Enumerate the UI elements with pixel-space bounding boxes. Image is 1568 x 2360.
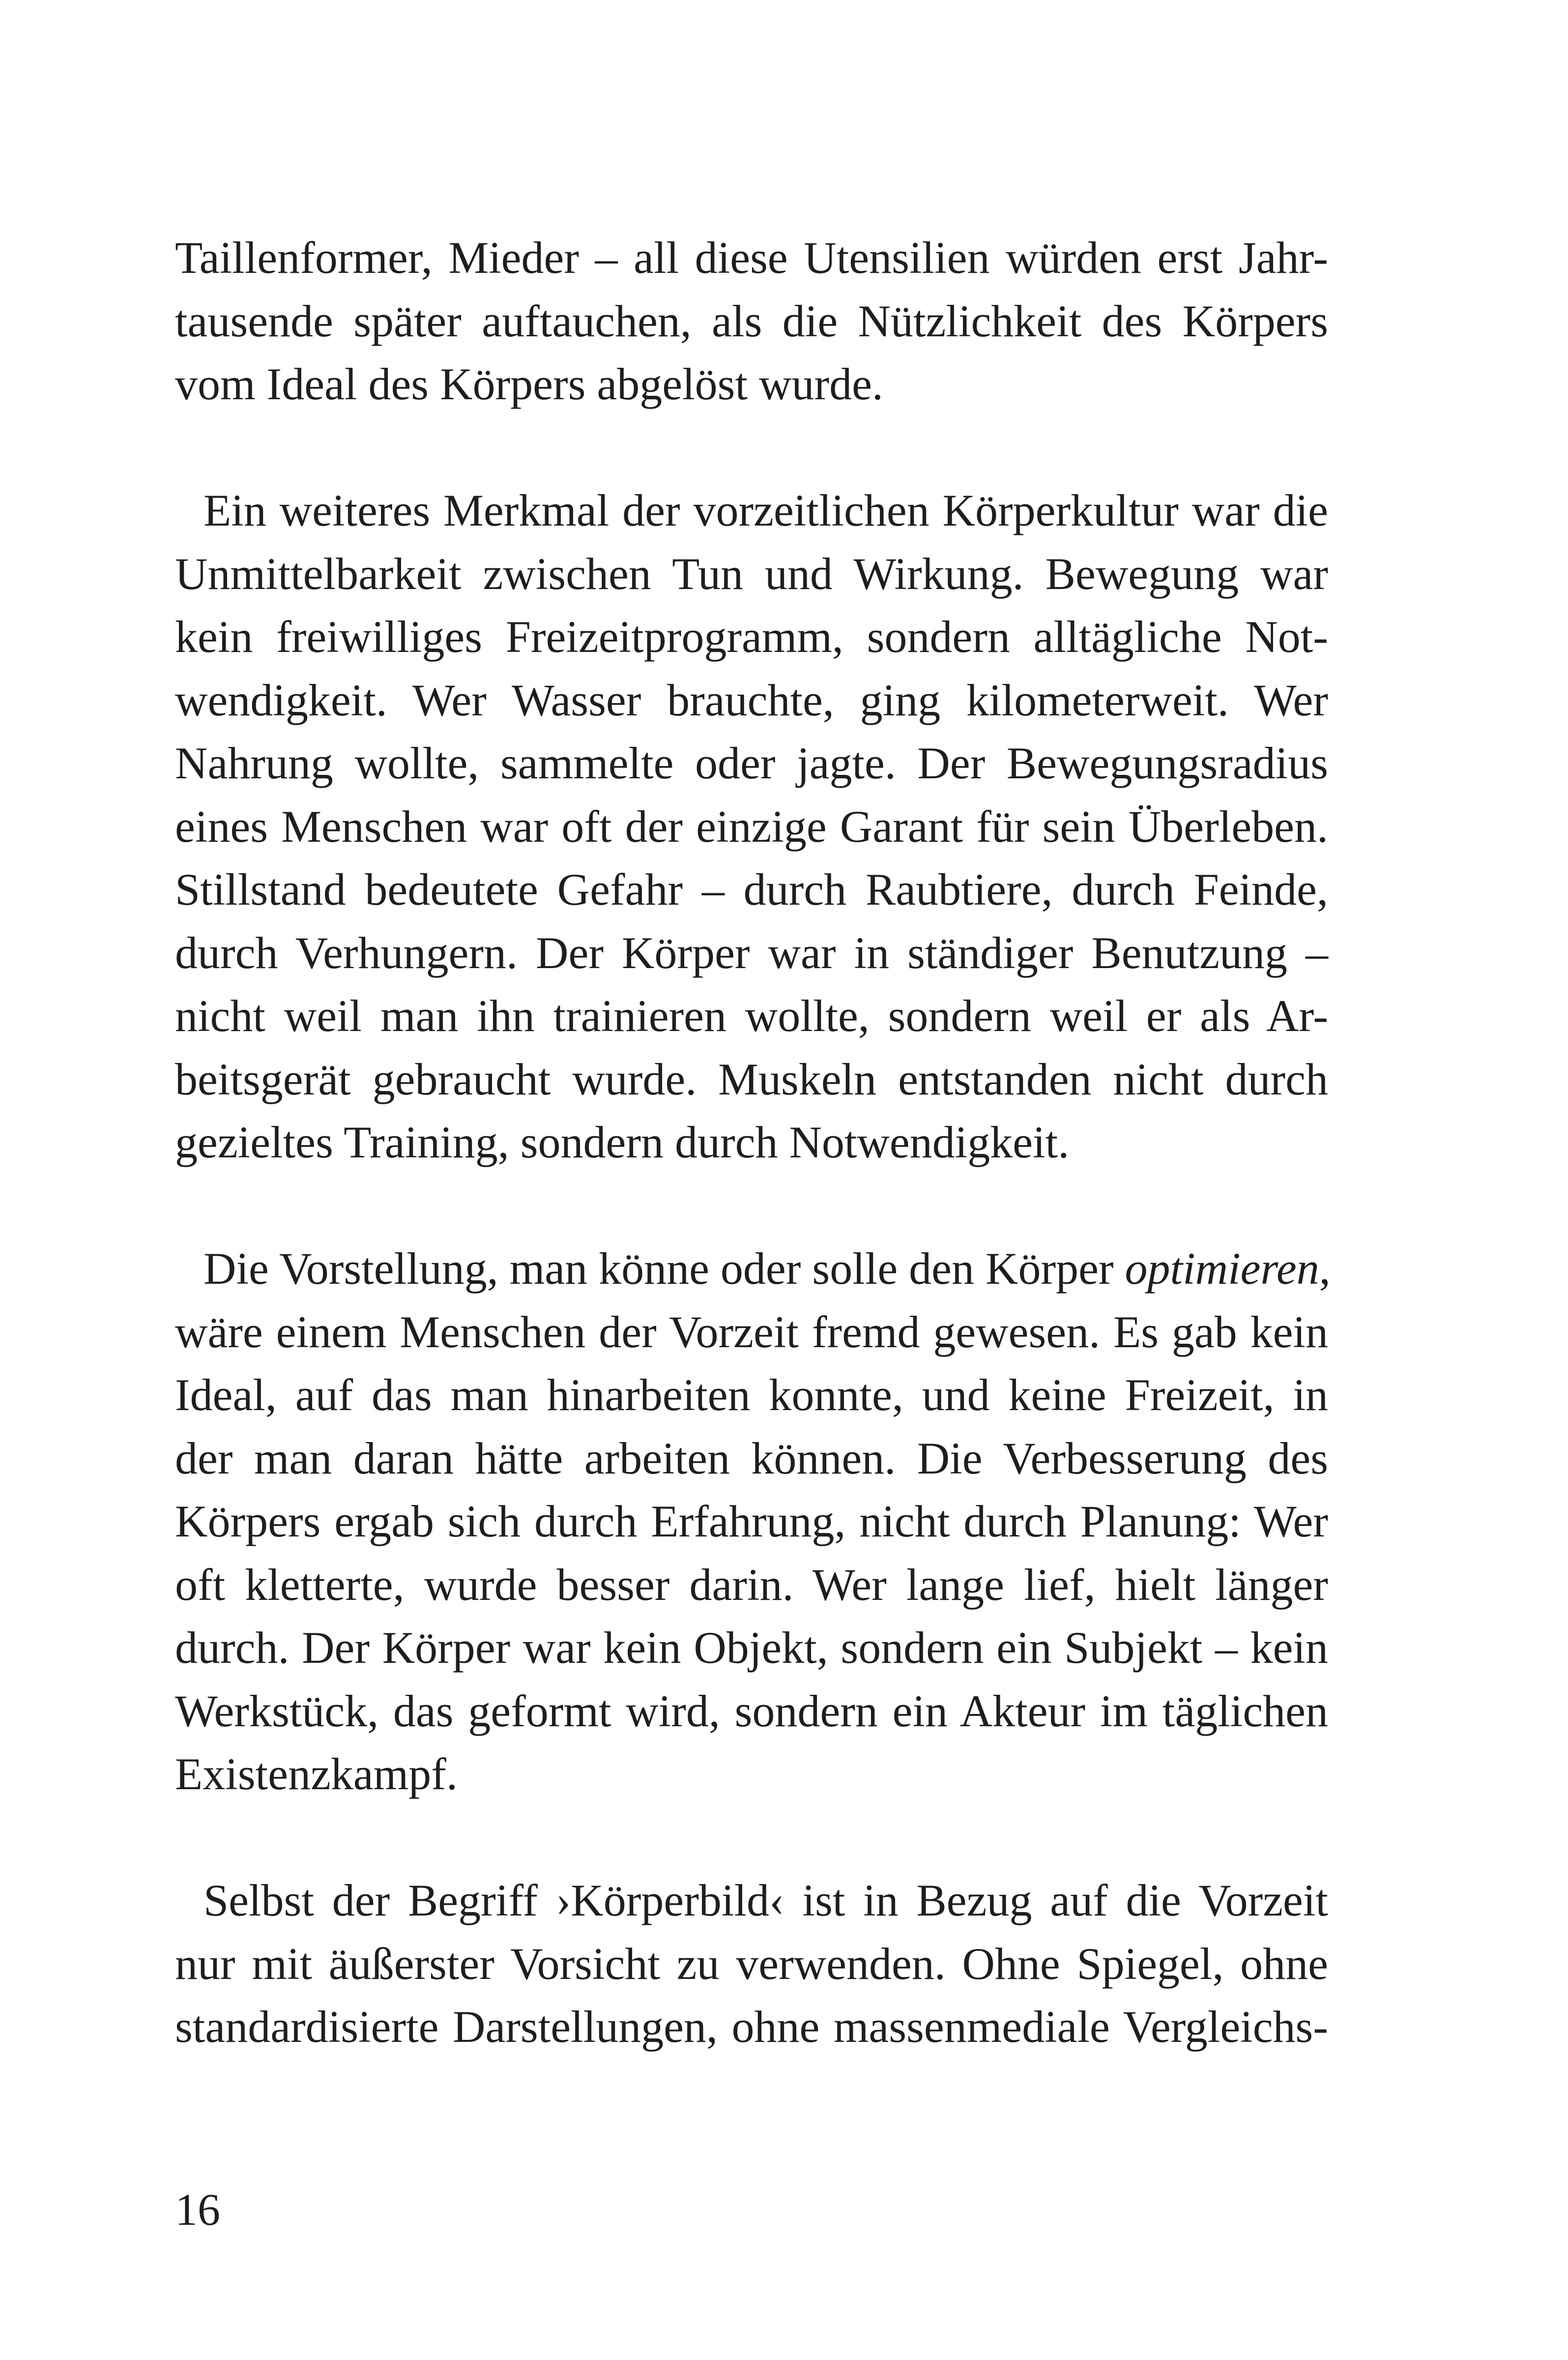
text-line: nur mit äußerster Vorsicht zu verwenden. Ohne Spiegel, ohne — [175, 1938, 1328, 1989]
text-line: Existenzkampf. — [175, 1749, 458, 1799]
page-number: 16 — [175, 2184, 220, 2235]
text-segment: , — [1319, 1243, 1331, 1294]
text-line: vom Ideal des Körpers abgelöst wurde. — [175, 359, 883, 409]
text-line: der man daran hätte arbeiten können. Die Verbesserung des — [175, 1433, 1328, 1483]
text-line: tausende später auftauchen, als die Nützlichkeit des Körpers — [175, 295, 1328, 346]
text-segment: Die Vorstellung, man könne oder solle den Körper — [203, 1243, 1125, 1294]
text-line: Ideal, auf das man hinarbeiten konnte, und keine Freizeit, in — [175, 1370, 1328, 1420]
text-line: eines Menschen war oft der einzige Garant für sein Überleben. — [175, 801, 1328, 852]
text-line: gezieltes Training, sondern durch Notwendigkeit. — [175, 1117, 1070, 1167]
text-line: Körpers ergab sich durch Erfahrung, nicht durch Planung: Wer — [175, 1496, 1328, 1546]
text-line: Taillenformer, Mieder – all diese Utensilien würden erst Jahr- — [175, 233, 1328, 283]
text-line: wendigkeit. Wer Wasser brauchte, ging kilometerweit. Wer — [175, 675, 1328, 725]
paragraph-gap — [175, 1174, 1328, 1238]
paragraph-gap — [175, 1806, 1328, 1869]
text-line: standardisierte Darstellungen, ohne massenmediale Vergleichs- — [175, 2002, 1328, 2052]
paragraph-gap — [175, 416, 1328, 479]
text-line: Werkstück, das geformt wird, sondern ein Akteur im täglichen — [175, 1685, 1328, 1736]
text-line: Stillstand bedeutete Gefahr – durch Raubtiere, durch Feinde, — [175, 864, 1328, 914]
text-line: nicht weil man ihn trainieren wollte, sondern weil er als Ar- — [175, 991, 1328, 1041]
text-line: kein freiwilliges Freizeitprogramm, sondern alltägliche Not- — [175, 612, 1328, 662]
text-line: durch. Der Körper war kein Objekt, sondern ein Subjekt – kein — [175, 1622, 1328, 1673]
body-text — [175, 226, 1331, 2059]
text-line: Selbst der Begriff ›Körperbild‹ ist in Bezug auf die Vorzeit — [203, 1875, 1328, 1925]
text-line: beitsgerät gebraucht wurde. Muskeln entstanden nicht durch — [175, 1054, 1328, 1104]
text-line: Unmittelbarkeit zwischen Tun und Wirkung. Bewegung war — [175, 548, 1328, 599]
text-line: Ein weiteres Merkmal der vorzeitlichen Körperkultur war die — [203, 485, 1328, 535]
text-line: Nahrung wollte, sammelte oder jagte. Der Bewegungsradius — [175, 738, 1328, 788]
text-line — [175, 1237, 1331, 1300]
text-line: durch Verhungern. Der Körper war in ständiger Benutzung – — [175, 927, 1328, 978]
text-line: wäre einem Menschen der Vorzeit fremd gewesen. Es gab kein — [175, 1306, 1328, 1357]
emphasis-text: optimieren — [1125, 1243, 1319, 1294]
text-line: oft kletterte, wurde besser darin. Wer lange lief, hielt länger — [175, 1559, 1328, 1610]
